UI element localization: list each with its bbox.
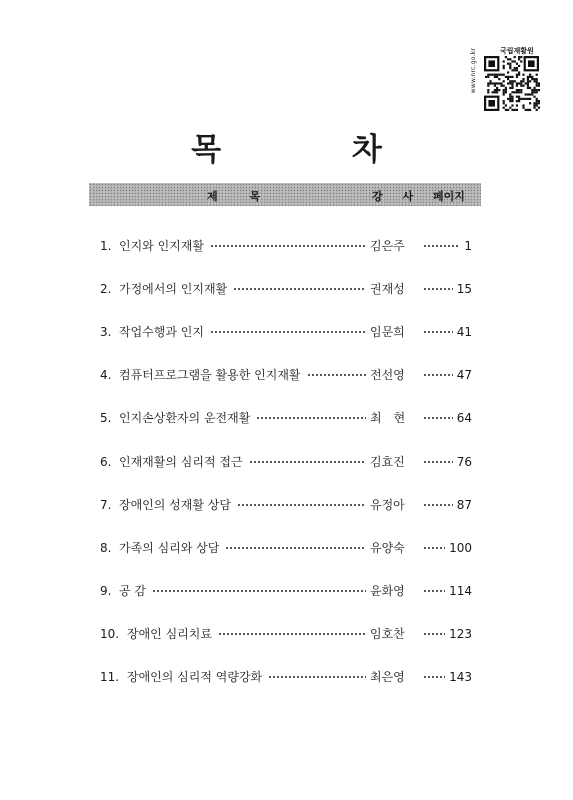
toc-leader bbox=[307, 374, 366, 376]
toc-title: 장애인의 심리적 역량강화 bbox=[127, 667, 266, 687]
qr-code-icon bbox=[484, 56, 542, 112]
toc-row bbox=[100, 581, 472, 601]
toc-row bbox=[100, 236, 472, 256]
toc-number: 2. bbox=[100, 282, 112, 296]
toc-page: 143 bbox=[449, 670, 472, 684]
toc-leader bbox=[249, 461, 366, 463]
toc-leader bbox=[210, 245, 366, 247]
page-title: 목 차 bbox=[191, 132, 442, 168]
toc-number: 11. bbox=[100, 670, 120, 684]
toc-number: 9. bbox=[100, 584, 112, 598]
toc-leader bbox=[237, 504, 366, 506]
toc-row bbox=[100, 667, 472, 687]
toc-lecturer: 김은주 bbox=[370, 239, 405, 253]
toc-leader-page bbox=[423, 461, 453, 463]
toc-number: 6. bbox=[100, 455, 112, 469]
toc-title: 장애인 심리치료 bbox=[127, 624, 216, 644]
toc-page: 87 bbox=[456, 498, 472, 512]
toc-lecturer: 임문희 bbox=[370, 325, 405, 339]
toc-title: 가정에서의 인지재활 bbox=[119, 279, 231, 299]
toc-leader bbox=[268, 676, 366, 678]
toc-lecturer: 윤화영 bbox=[370, 584, 405, 598]
toc-leader-page bbox=[423, 504, 453, 506]
toc-lecturer: 최은영 bbox=[370, 670, 405, 684]
toc-number: 4. bbox=[100, 368, 112, 382]
toc-row bbox=[100, 322, 472, 342]
toc-leader-page bbox=[423, 288, 453, 290]
toc-number: 7. bbox=[100, 498, 112, 512]
toc-leader-page bbox=[423, 676, 445, 678]
toc-title: 작업수행과 인지 bbox=[119, 322, 208, 342]
toc-lecturer: 최 현 bbox=[370, 411, 406, 425]
toc-title: 가족의 심리와 상담 bbox=[119, 538, 223, 558]
toc-title: 컴퓨터프로그램을 활용한 인지재활 bbox=[119, 365, 305, 385]
toc-leader-page bbox=[423, 374, 453, 376]
toc-title: 공 감 bbox=[119, 581, 150, 601]
toc-page: 47 bbox=[456, 368, 472, 382]
toc-leader-page bbox=[423, 331, 453, 333]
toc-leader-page bbox=[423, 417, 453, 419]
toc-page: 64 bbox=[456, 411, 472, 425]
toc-page: 114 bbox=[449, 584, 472, 598]
toc-lecturer: 유양숙 bbox=[370, 541, 405, 555]
qr-label: 국립재활원 bbox=[500, 47, 534, 55]
toc-lecturer: 전선영 bbox=[370, 368, 405, 382]
toc-leader-page bbox=[423, 590, 445, 592]
toc-leader bbox=[256, 417, 366, 419]
header-lecturer: 강 사 bbox=[372, 190, 422, 203]
toc-leader bbox=[210, 331, 366, 333]
toc-row bbox=[100, 495, 472, 515]
toc-leader bbox=[218, 633, 366, 635]
header-page: 페이지 bbox=[433, 190, 465, 203]
toc-row bbox=[100, 452, 472, 472]
qr-url: www.nrc.go.kr bbox=[470, 48, 477, 94]
toc-leader-page bbox=[423, 245, 460, 247]
toc-leader-page bbox=[423, 547, 445, 549]
toc-leader bbox=[233, 288, 366, 290]
toc-leader bbox=[225, 547, 366, 549]
toc-row bbox=[100, 408, 472, 428]
toc-page: 100 bbox=[449, 541, 472, 555]
toc-lecturer: 권재성 bbox=[370, 282, 405, 296]
toc-number: 5. bbox=[100, 411, 112, 425]
toc-page: 1 bbox=[464, 239, 472, 253]
toc-title: 인재재활의 심리적 접근 bbox=[119, 452, 247, 472]
toc-title: 인지와 인지재활 bbox=[119, 236, 208, 256]
toc-row bbox=[100, 624, 472, 644]
header-title: 제 목 bbox=[207, 190, 275, 203]
toc-row bbox=[100, 365, 472, 385]
toc-page: 15 bbox=[456, 282, 472, 296]
toc-lecturer: 유정아 bbox=[370, 498, 405, 512]
toc-lecturer: 임호찬 bbox=[370, 627, 405, 641]
toc-leader-page bbox=[423, 633, 445, 635]
toc-row bbox=[100, 538, 472, 558]
toc-page: 76 bbox=[456, 455, 472, 469]
table-header bbox=[89, 183, 481, 206]
toc-lecturer: 김효진 bbox=[370, 455, 405, 469]
toc-page: 123 bbox=[449, 627, 472, 641]
toc-title: 장애인의 성재활 상담 bbox=[119, 495, 235, 515]
toc-page: 41 bbox=[456, 325, 472, 339]
toc-number: 10. bbox=[100, 627, 120, 641]
toc-number: 8. bbox=[100, 541, 112, 555]
toc-row bbox=[100, 279, 472, 299]
toc-number: 1. bbox=[100, 239, 112, 253]
toc-leader bbox=[152, 590, 366, 592]
toc-title: 인지손상환자의 운전재활 bbox=[119, 408, 254, 428]
toc-number: 3. bbox=[100, 325, 112, 339]
